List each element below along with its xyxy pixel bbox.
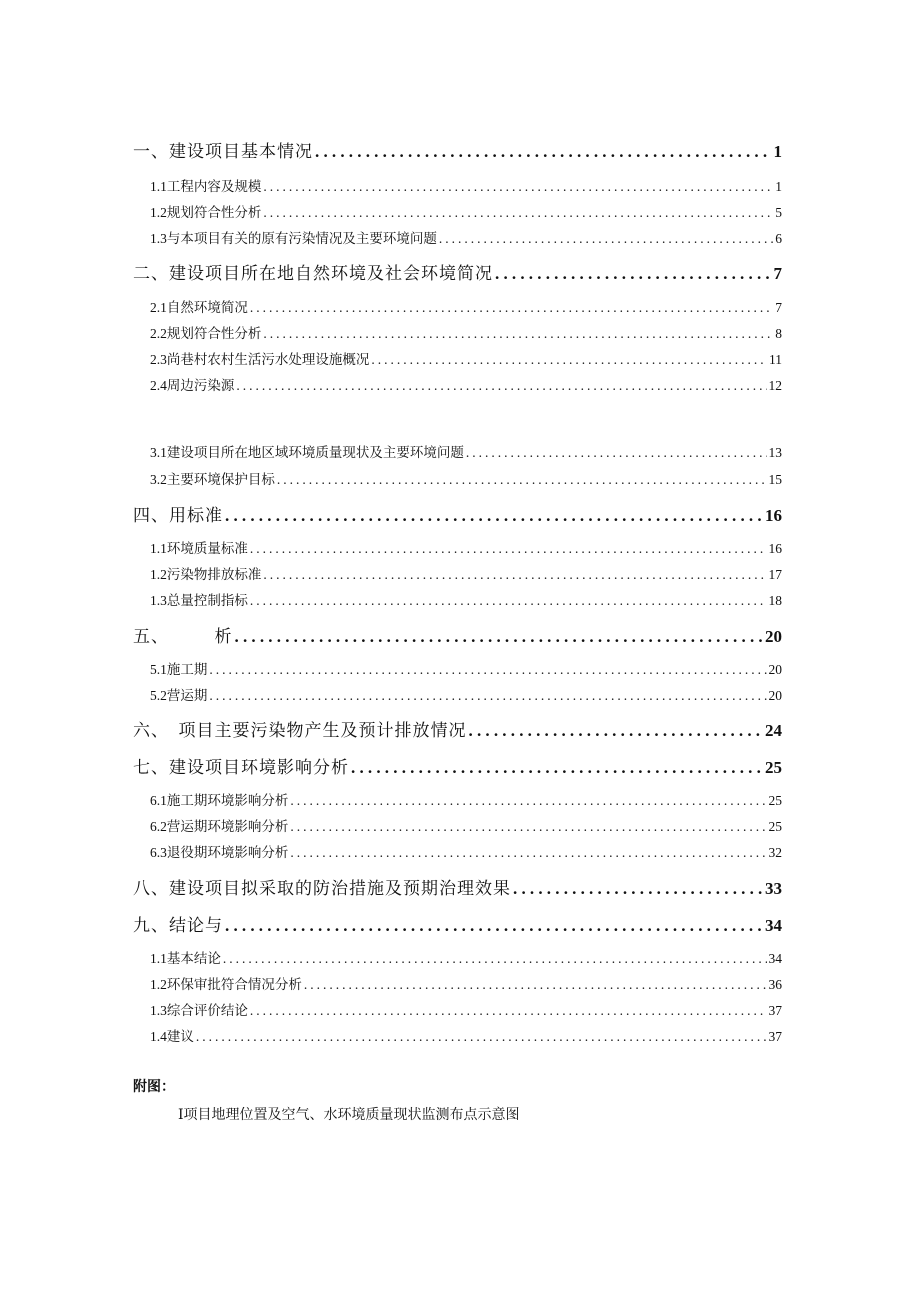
toc-leader-dots xyxy=(209,662,766,678)
toc-entry-page: 25 xyxy=(768,793,782,808)
toc-entry-title: 八、建设项目拟采取的防治措施及预期治理效果 xyxy=(133,879,511,899)
toc-entry-page: 7 xyxy=(775,300,782,315)
toc-leader-dots xyxy=(290,793,766,809)
toc-entry-page: 20 xyxy=(765,627,782,646)
toc-entry-number: 3.1 xyxy=(150,445,167,460)
toc-leader-dots xyxy=(513,879,763,899)
toc-entry-title: 主要环境保护目标 xyxy=(166,472,275,488)
toc-entry-title: 污染物排放标准 xyxy=(166,567,262,583)
toc-entry-title: 工程内容及规模 xyxy=(166,179,262,195)
toc-leader-dots xyxy=(250,300,773,316)
toc-entry-page: 1 xyxy=(775,179,782,194)
toc-entry-title: 规划符合性分析 xyxy=(166,326,262,342)
toc-entry-title: 四、用标准 xyxy=(133,506,223,526)
toc-entry-number: 1.1 xyxy=(150,541,167,556)
toc-entry-2-1[interactable] xyxy=(150,296,782,316)
toc-entry-chapter-7[interactable] xyxy=(133,753,782,778)
toc-entry-page: 6 xyxy=(775,231,782,246)
toc-entry-page: 34 xyxy=(768,951,782,966)
toc-entry-9-1[interactable] xyxy=(150,947,782,967)
toc-leader-dots xyxy=(235,627,764,647)
appendix-label: 附图： xyxy=(133,1079,175,1095)
toc-entry-1-3[interactable] xyxy=(150,227,782,247)
toc-entry-9-4[interactable] xyxy=(150,1025,782,1045)
toc-entry-number: 6.1 xyxy=(150,793,167,808)
toc-entry-page: 34 xyxy=(765,916,782,935)
toc-entry-page: 25 xyxy=(768,819,782,834)
toc-entry-7-1[interactable] xyxy=(150,789,782,809)
toc-entry-number: 6.3 xyxy=(150,845,167,860)
toc-entry-chapter-9[interactable] xyxy=(133,911,782,936)
toc-entry-title: 营运期环境影响分析 xyxy=(166,819,289,835)
toc-entry-page: 25 xyxy=(765,758,782,777)
toc-entry-3-1[interactable] xyxy=(150,441,782,461)
toc-entry-4-3[interactable] xyxy=(150,589,782,609)
toc-entry-page: 11 xyxy=(769,352,782,367)
toc-leader-dots xyxy=(290,845,766,861)
toc-entry-title: 总量控制指标 xyxy=(166,593,248,609)
toc-entry-page: 5 xyxy=(775,205,782,220)
toc-leader-dots xyxy=(277,472,767,488)
toc-entry-number: 1.3 xyxy=(150,593,167,608)
toc-entry-page: 13 xyxy=(768,445,782,460)
toc-entry-title: 自然环境简况 xyxy=(166,300,248,316)
toc-leader-dots xyxy=(263,326,773,342)
toc-entry-page: 20 xyxy=(768,662,782,677)
toc-leader-dots xyxy=(351,758,763,778)
appendix-figure-item[interactable]: I项目地理位置及空气、水环境质量现状监测布点示意图 xyxy=(178,1107,520,1123)
toc-entry-title: 五、 析 xyxy=(133,627,233,647)
toc-entry-title: 综合评价结论 xyxy=(166,1003,248,1019)
toc-leader-dots xyxy=(250,541,767,557)
toc-entry-2-2[interactable] xyxy=(150,322,782,342)
toc-entry-page: 37 xyxy=(768,1003,782,1018)
toc-entry-title: 建设项目所在地区域环境质量现状及主要环境问题 xyxy=(166,445,464,461)
toc-leader-dots xyxy=(250,1003,767,1019)
toc-entry-number: 3.2 xyxy=(150,472,167,487)
toc-entry-number: 1.4 xyxy=(150,1029,167,1044)
toc-entry-9-3[interactable] xyxy=(150,999,782,1019)
toc-entry-5-1[interactable] xyxy=(150,658,782,678)
toc-entry-title: 与本项目有关的原有污染情况及主要环境问题 xyxy=(166,231,437,247)
toc-entry-title: 九、结论与 xyxy=(133,916,223,936)
toc-entry-chapter-8[interactable] xyxy=(133,874,782,899)
toc-entry-number: 1.3 xyxy=(150,1003,167,1018)
toc-entry-5-2[interactable] xyxy=(150,684,782,704)
toc-entry-page: 8 xyxy=(775,326,782,341)
toc-entry-number: 6.2 xyxy=(150,819,167,834)
toc-entry-title: 规划符合性分析 xyxy=(166,205,262,221)
toc-entry-title: 六、 项目主要污染物产生及预计排放情况 xyxy=(133,721,467,741)
toc-entry-title: 环境质量标准 xyxy=(166,541,248,557)
toc-entry-number: 5.2 xyxy=(150,688,167,703)
toc-leader-dots xyxy=(263,179,773,195)
toc-entry-page: 17 xyxy=(768,567,782,582)
toc-entry-page: 16 xyxy=(768,541,782,556)
toc-entry-1-1[interactable] xyxy=(150,175,782,195)
toc-leader-dots xyxy=(469,721,764,741)
toc-entry-number: 2.2 xyxy=(150,326,167,341)
toc-entry-page: 1 xyxy=(773,142,782,161)
toc-entry-number: 1.1 xyxy=(150,951,167,966)
toc-leader-dots xyxy=(371,352,767,368)
toc-entry-chapter-4[interactable] xyxy=(133,501,782,526)
toc-entry-page: 33 xyxy=(765,879,782,898)
toc-entry-title: 七、建设项目环境影响分析 xyxy=(133,758,349,778)
toc-leader-dots xyxy=(315,142,772,162)
toc-entry-2-4[interactable] xyxy=(150,374,782,394)
toc-leader-dots xyxy=(196,1029,767,1045)
toc-leader-dots xyxy=(225,916,763,936)
toc-entry-title: 建议 xyxy=(166,1029,194,1045)
toc-entry-4-1[interactable] xyxy=(150,537,782,557)
toc-entry-number: 2.1 xyxy=(150,300,167,315)
toc-entry-number: 1.3 xyxy=(150,231,167,246)
toc-leader-dots xyxy=(466,445,767,461)
toc-leader-dots xyxy=(225,506,763,526)
toc-entry-page: 7 xyxy=(773,264,782,283)
toc-entry-chapter-1[interactable] xyxy=(133,137,782,162)
toc-entry-page: 16 xyxy=(765,506,782,525)
toc-entry-title: 尚巷村农村生活污水处理设施概况 xyxy=(166,352,370,368)
toc-leader-dots xyxy=(304,977,767,993)
toc-entry-3-2[interactable] xyxy=(150,468,782,488)
toc-entry-title: 施工期环境影响分析 xyxy=(166,793,289,809)
toc-entry-page: 32 xyxy=(768,845,782,860)
toc-entry-title: 二、建设项目所在地自然环境及社会环境简况 xyxy=(133,264,493,284)
toc-leader-dots xyxy=(263,567,766,583)
toc-entry-number: 2.4 xyxy=(150,378,167,393)
toc-leader-dots xyxy=(263,205,773,221)
toc-entry-title: 营运期 xyxy=(166,688,208,704)
toc-entry-7-3[interactable] xyxy=(150,841,782,861)
toc-entry-number: 1.2 xyxy=(150,977,167,992)
toc-leader-dots xyxy=(439,231,773,247)
toc-entry-chapter-6[interactable] xyxy=(133,716,782,741)
toc-entry-number: 1.2 xyxy=(150,567,167,582)
toc-entry-page: 12 xyxy=(768,378,782,393)
toc-entry-number: 1.1 xyxy=(150,179,167,194)
toc-leader-dots xyxy=(290,819,766,835)
toc-entry-title: 施工期 xyxy=(166,662,208,678)
toc-entry-number: 5.1 xyxy=(150,662,167,677)
toc-entry-title: 环保审批符合情况分析 xyxy=(166,977,302,993)
toc-entry-page: 20 xyxy=(768,688,782,703)
toc-entry-9-2[interactable] xyxy=(150,973,782,993)
toc-entry-page: 36 xyxy=(768,977,782,992)
toc-leader-dots xyxy=(495,264,772,284)
toc-entry-1-2[interactable] xyxy=(150,201,782,221)
toc-leader-dots xyxy=(236,378,766,394)
toc-entry-title: 周边污染源 xyxy=(166,378,235,394)
toc-entry-page: 24 xyxy=(765,721,782,740)
toc-entry-page: 18 xyxy=(768,593,782,608)
toc-entry-chapter-5[interactable] xyxy=(133,622,782,647)
toc-entry-7-2[interactable] xyxy=(150,815,782,835)
toc-entry-page: 15 xyxy=(768,472,782,487)
toc-entry-page: 37 xyxy=(768,1029,782,1044)
toc-entry-chapter-2[interactable] xyxy=(133,259,782,284)
toc-entry-2-3[interactable] xyxy=(150,348,782,368)
toc-leader-dots xyxy=(223,951,767,967)
toc-entry-number: 2.3 xyxy=(150,352,167,367)
toc-entry-4-2[interactable] xyxy=(150,563,782,583)
toc-entry-title: 一、建设项目基本情况 xyxy=(133,142,313,162)
toc-entry-number: 1.2 xyxy=(150,205,167,220)
toc-leader-dots xyxy=(209,688,766,704)
toc-entry-title: 退役期环境影响分析 xyxy=(166,845,289,861)
toc-entry-title: 基本结论 xyxy=(166,951,221,967)
toc-leader-dots xyxy=(250,593,767,609)
